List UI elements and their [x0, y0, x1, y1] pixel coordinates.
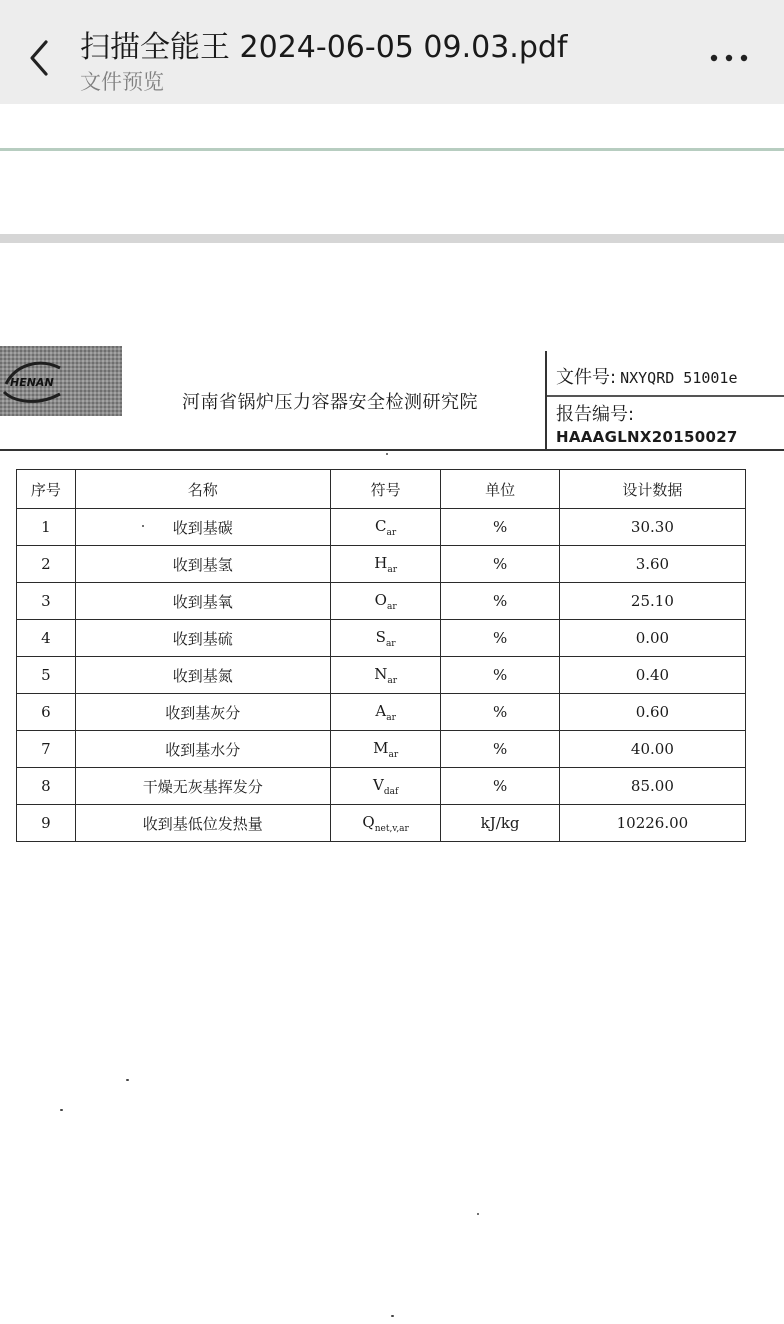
row-unit: % [441, 768, 559, 805]
row-value: 85.00 [559, 768, 745, 805]
row-value: 40.00 [559, 731, 745, 768]
row-unit: kJ/kg [441, 805, 559, 842]
table-header-row [17, 470, 746, 509]
row-value: 30.30 [559, 509, 745, 546]
file-number-label: 文件号: [556, 367, 617, 388]
symbol-subscript: ar [388, 749, 399, 760]
row-unit: % [441, 657, 559, 694]
row-unit: % [441, 620, 559, 657]
symbol-subscript: ar [385, 638, 396, 649]
page-separator [0, 234, 784, 243]
table-row [17, 620, 746, 657]
row-value: 0.60 [559, 694, 745, 731]
row-symbol [330, 509, 441, 546]
scan-speck [391, 1315, 394, 1317]
row-name: 收到基硫 [75, 620, 330, 657]
row-unit: % [441, 694, 559, 731]
header-design-value: 设计数据 [559, 470, 745, 509]
row-name: 收到基氧 [75, 583, 330, 620]
symbol-main: A [375, 701, 387, 720]
header-unit: 单位 [441, 470, 559, 509]
row-symbol [330, 731, 441, 768]
row-no: 4 [17, 620, 76, 657]
file-number-value: NXYQRD 51001e [620, 369, 738, 387]
header-vertical-rule [545, 351, 547, 449]
scan-speck [126, 1079, 129, 1081]
design-data-table [16, 469, 746, 842]
symbol-subscript: ar [386, 527, 397, 538]
row-value: 25.10 [559, 583, 745, 620]
row-unit: % [441, 509, 559, 546]
row-symbol [330, 657, 441, 694]
table-row [17, 546, 746, 583]
symbol-main: O [374, 590, 387, 609]
row-no: 1 [17, 509, 76, 546]
symbol-main: V [372, 775, 384, 794]
symbol-main: Q [362, 812, 375, 831]
row-no: 8 [17, 768, 76, 805]
symbol-subscript: ar [387, 675, 398, 686]
file-number [556, 363, 737, 389]
row-value: 10226.00 [559, 805, 745, 842]
more-button[interactable] [704, 40, 754, 76]
row-no: 2 [17, 546, 76, 583]
file-preview-label: 文件预览 [80, 70, 164, 94]
row-value: 0.40 [559, 657, 745, 694]
symbol-subscript: ar [386, 712, 396, 723]
row-symbol [330, 694, 441, 731]
symbol-subscript: ar [386, 601, 397, 612]
row-symbol [330, 805, 441, 842]
row-name: 收到基氮 [75, 657, 330, 694]
scan-speck [60, 1109, 63, 1111]
report-number-value: HAAAGLNX20150027 [556, 428, 738, 446]
header-symbol: 符号 [330, 470, 441, 509]
row-name: 收到基灰分 [75, 694, 330, 731]
row-symbol [330, 620, 441, 657]
row-name: 干燥无灰基挥发分 [75, 768, 330, 805]
row-name: 收到基碳 [75, 509, 330, 546]
symbol-main: S [375, 627, 386, 646]
row-value: 3.60 [559, 546, 745, 583]
row-symbol [330, 768, 441, 805]
row-value: 0.00 [559, 620, 745, 657]
row-no: 9 [17, 805, 76, 842]
row-unit: % [441, 731, 559, 768]
institute-logo [0, 346, 122, 416]
table-row [17, 805, 746, 842]
symbol-subscript: ar [387, 564, 398, 575]
header-name: 名称 [75, 470, 330, 509]
row-no: 7 [17, 731, 76, 768]
institute-name: 河南省锅炉压力容器安全检测研究院 [182, 392, 478, 413]
row-no: 5 [17, 657, 76, 694]
table-row [17, 694, 746, 731]
row-name: 收到基低位发热量 [75, 805, 330, 842]
app-header [0, 0, 784, 104]
back-button[interactable] [20, 34, 60, 82]
header-inner-rule [547, 395, 784, 397]
scan-speck [386, 453, 388, 455]
row-symbol [330, 583, 441, 620]
more-horizontal-icon [704, 40, 754, 76]
pdf-page[interactable] [0, 243, 784, 1324]
svg-text:HENAN: HENAN [10, 376, 54, 389]
table-row [17, 768, 746, 805]
header-bottom-rule [0, 449, 784, 451]
row-name: 收到基水分 [75, 731, 330, 768]
table-row [17, 583, 746, 620]
symbol-subscript: daf [383, 786, 399, 797]
chevron-left-icon [20, 34, 60, 82]
symbol-subscript: net,v,ar [374, 823, 409, 834]
symbol-main: H [374, 553, 388, 572]
page-divider [0, 148, 784, 151]
symbol-main: C [375, 516, 387, 535]
row-unit: % [441, 546, 559, 583]
row-no: 3 [17, 583, 76, 620]
row-name: 收到基氢 [75, 546, 330, 583]
scan-speck [477, 1213, 479, 1215]
row-symbol [330, 546, 441, 583]
table-row [17, 509, 746, 546]
symbol-main: M [373, 738, 389, 757]
row-unit: % [441, 583, 559, 620]
row-no: 6 [17, 694, 76, 731]
report-number-label: 报告编号: [556, 404, 635, 425]
symbol-main: N [374, 664, 388, 683]
header-no: 序号 [17, 470, 76, 509]
table-row [17, 657, 746, 694]
file-title: 扫描全能王 2024-06-05 09.03.pdf [80, 30, 568, 65]
table-row [17, 731, 746, 768]
scan-speck [142, 525, 144, 527]
